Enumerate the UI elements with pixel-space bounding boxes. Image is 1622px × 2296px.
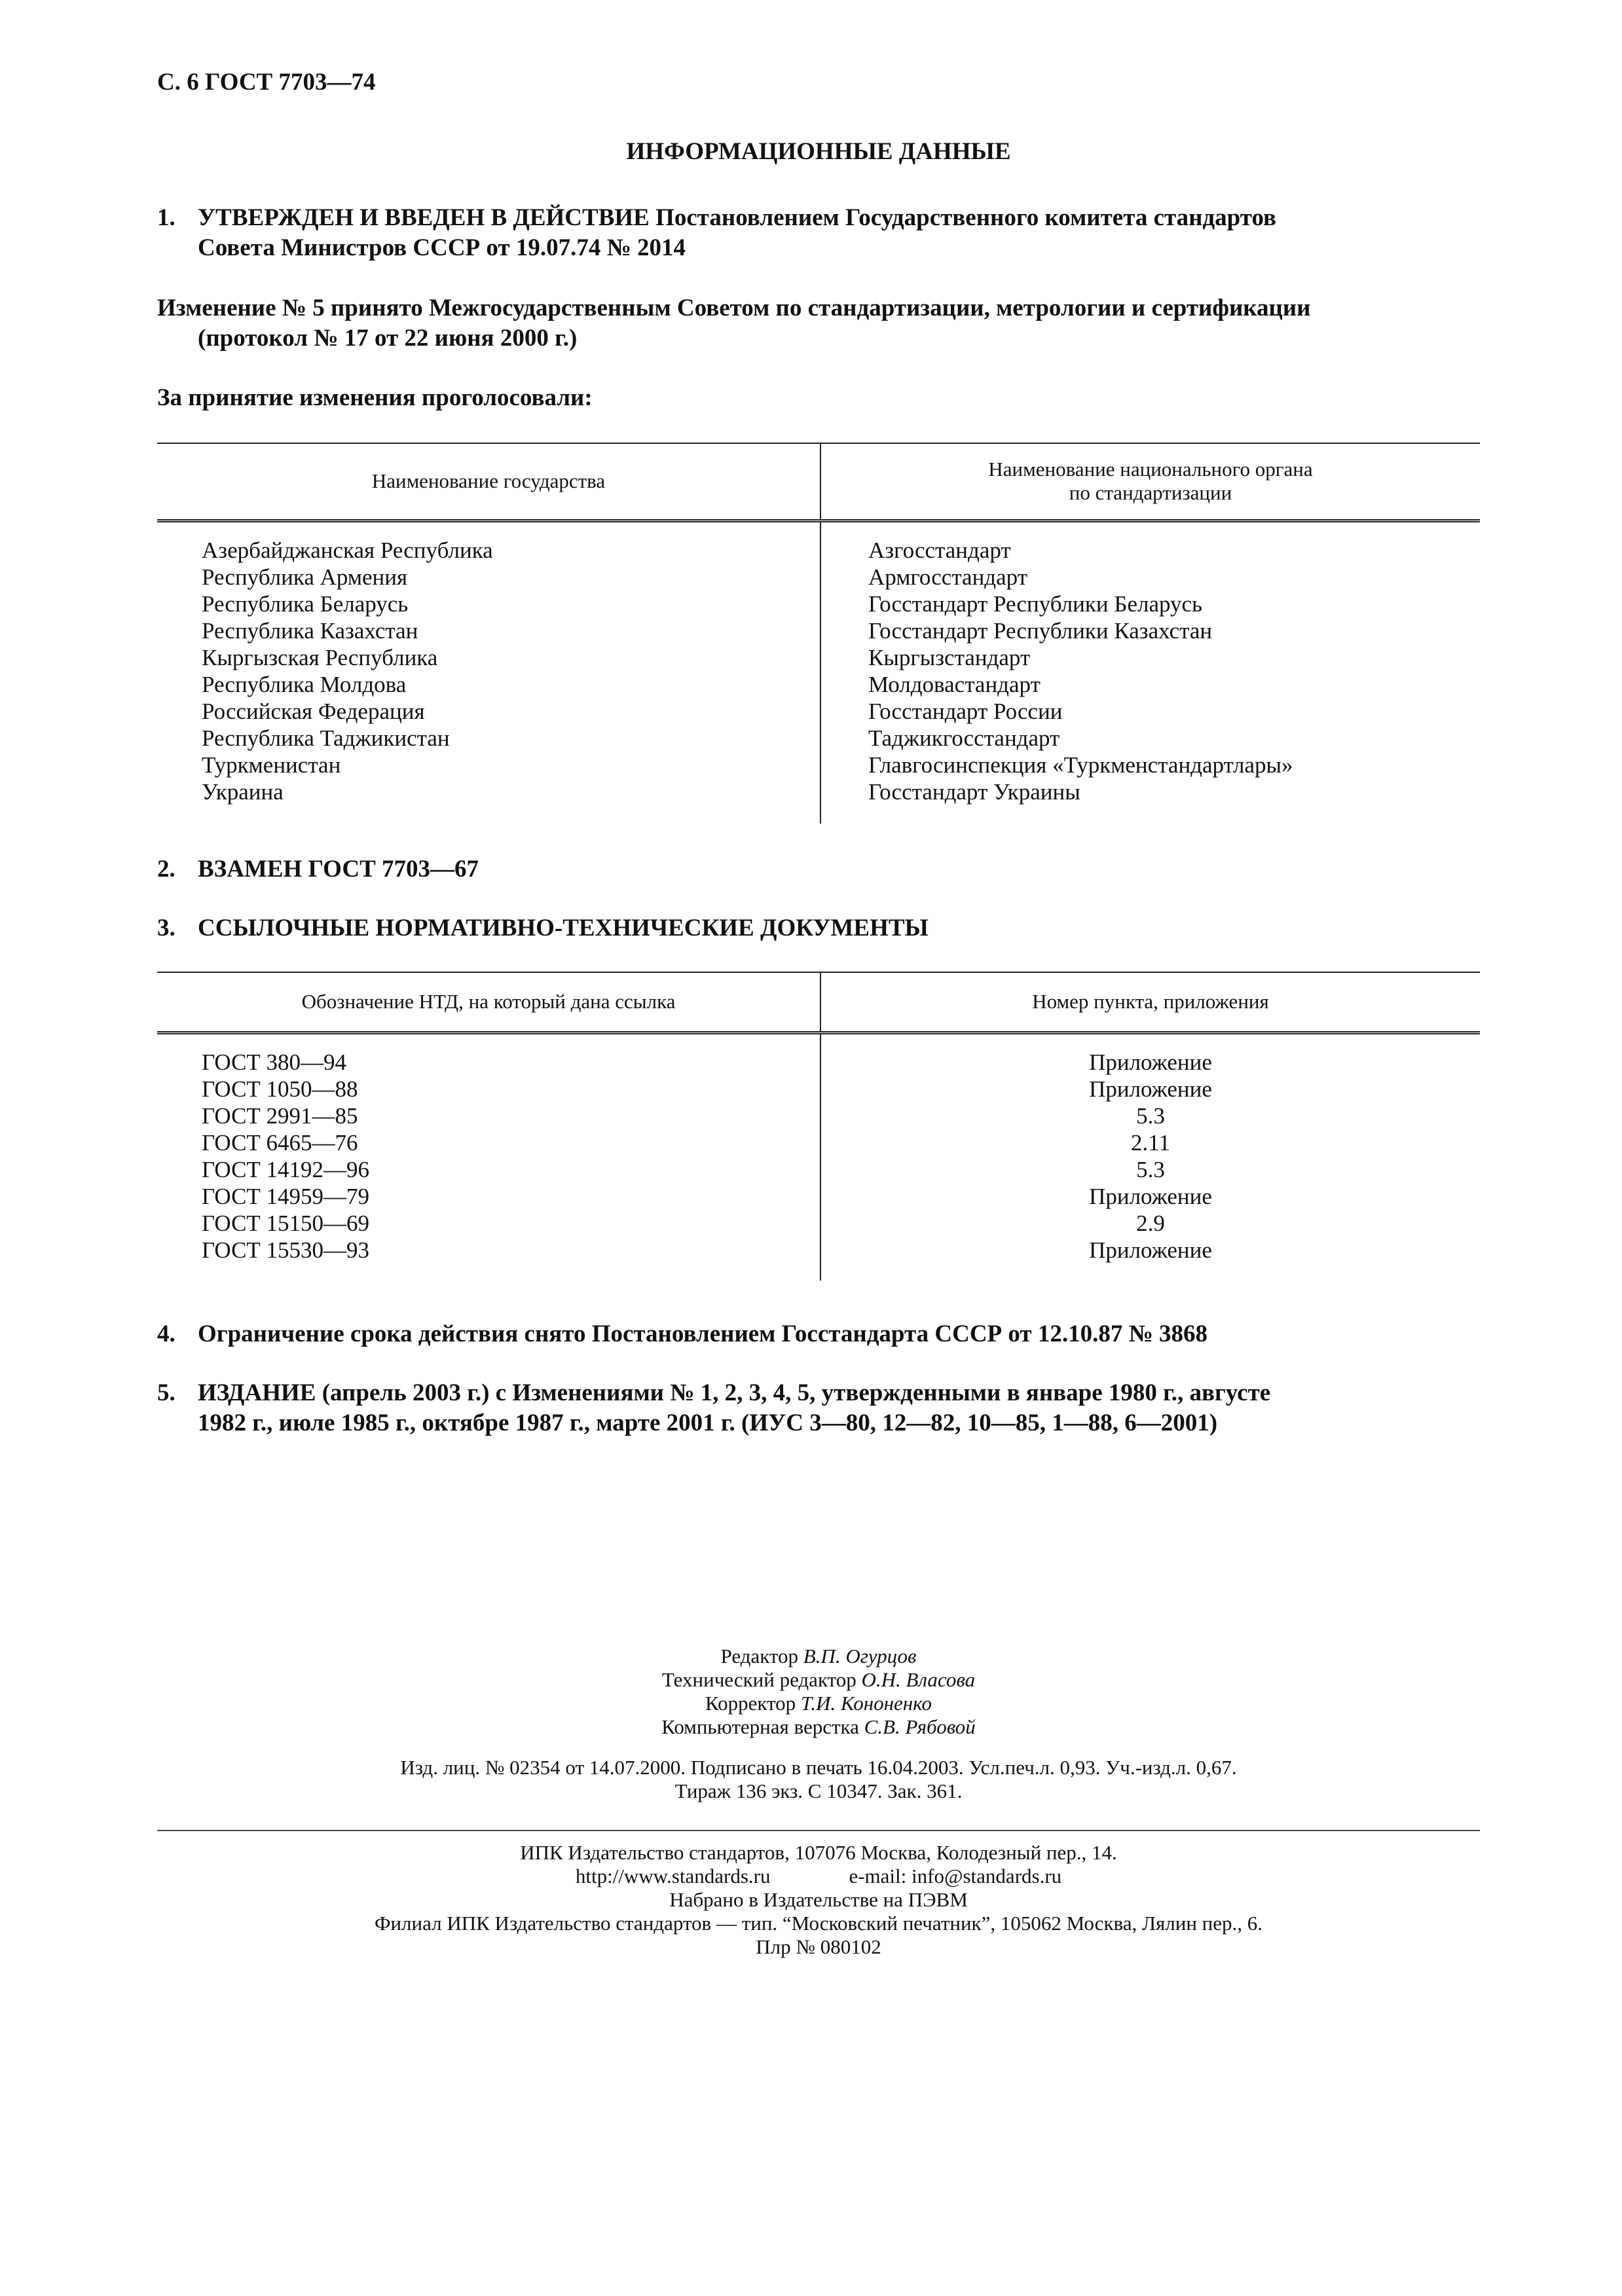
references-col-doc: Обозначение НТД, на который дана ссылка bbox=[157, 972, 820, 1032]
voting-table bbox=[157, 443, 1480, 824]
reference-doc: ГОСТ 6465—76 bbox=[202, 1129, 358, 1156]
reference-doc: ГОСТ 15150—69 bbox=[202, 1210, 370, 1236]
credit-layout bbox=[157, 1715, 1480, 1739]
states-cell bbox=[157, 520, 820, 824]
reference-doc: ГОСТ 2991—85 bbox=[202, 1102, 358, 1129]
reference-clause: 5.3 bbox=[1136, 1156, 1165, 1182]
print-run: Тираж 136 экз. С 10347. Зак. 361. bbox=[674, 1779, 963, 1802]
refs-list bbox=[821, 1049, 1480, 1264]
imprint-email[interactable]: e-mail: info@standards.ru bbox=[849, 1865, 1062, 1887]
section-3-text: ССЫЛОЧНЫЕ НОРМАТИВНО-ТЕХНИЧЕСКИЕ ДОКУМЕНТЫ bbox=[198, 915, 929, 941]
imprint-license: Плр № 080102 bbox=[756, 1935, 881, 1958]
standards-body-name: Молдовастандарт bbox=[868, 671, 1041, 697]
standards-body-name: Госстандарт Украины bbox=[868, 778, 1080, 805]
credit-corr-name: Т.И. Кононенко bbox=[800, 1692, 932, 1715]
reference-clause: Приложение bbox=[1089, 1049, 1212, 1075]
editorial-credits bbox=[157, 1645, 1480, 1803]
standards-body-name: Кыргызстандарт bbox=[868, 644, 1031, 670]
section-1-number: 1. bbox=[157, 204, 175, 231]
section-4-number: 4. bbox=[157, 1321, 175, 1347]
references-col-ref: Номер пункта, приложения bbox=[820, 972, 1480, 1032]
imprint-typeset: Набрано в Издательстве на ПЭВМ bbox=[669, 1888, 968, 1911]
credit-corr-label: Корректор bbox=[705, 1692, 796, 1715]
credit-tech-name: О.Н. Власова bbox=[861, 1668, 976, 1691]
section-1-line-2: Совета Министров СССР от 19.07.74 № 2014 bbox=[198, 234, 686, 261]
standards-body-name: Армгосстандарт bbox=[868, 564, 1027, 590]
voted-label: За принятие изменения проголосовали: bbox=[157, 384, 593, 411]
references-table bbox=[157, 972, 1480, 1281]
section-2-number: 2. bbox=[157, 856, 175, 883]
state-name: Республика Молдова bbox=[202, 671, 407, 697]
credit-editor-label: Редактор bbox=[720, 1645, 798, 1667]
state-name: Республика Беларусь bbox=[202, 591, 409, 617]
states-list bbox=[202, 537, 820, 805]
section-2-text: ВЗАМЕН ГОСТ 7703—67 bbox=[198, 856, 479, 883]
section-1-line-1: УТВЕРЖДЕН И ВВЕДЕН В ДЕЙСТВИЕ Постановлением Государственного комитета стандартов bbox=[198, 204, 1277, 231]
state-name: Республика Таджикистан bbox=[202, 725, 450, 751]
credit-layout-label: Компьютерная верстка bbox=[661, 1715, 859, 1738]
state-name: Республика Казахстан bbox=[202, 617, 418, 644]
amendment-note bbox=[157, 293, 1480, 354]
reference-clause: 2.9 bbox=[1136, 1210, 1165, 1236]
section-2 bbox=[157, 854, 1480, 884]
bodies-cell bbox=[820, 520, 1480, 824]
section-3 bbox=[157, 913, 1480, 943]
section-4-text: Ограничение срока действия снято Постановлением Госстандарта СССР от 12.10.87 № 3868 bbox=[198, 1321, 1208, 1347]
docs-cell bbox=[157, 1032, 820, 1281]
section-5 bbox=[157, 1378, 1480, 1438]
voting-col-state: Наименование государства bbox=[157, 443, 820, 520]
standards-body-name: Госстандарт Республики Казахстан bbox=[868, 617, 1213, 644]
voting-col-body bbox=[820, 443, 1480, 520]
section-5-number: 5. bbox=[157, 1379, 175, 1406]
state-name: Туркменистан bbox=[202, 752, 341, 778]
section-4 bbox=[157, 1319, 1480, 1349]
imprint-address: ИПК Издательство стандартов, 107076 Москва, Колодезный пер., 14. bbox=[520, 1841, 1117, 1864]
imprint-branch: Филиал ИПК Издательство стандартов — тип. “Московский печатник”, 105062 Москва, Лялин пер., 6. bbox=[374, 1912, 1263, 1935]
reference-clause: 2.11 bbox=[1131, 1129, 1170, 1156]
credit-tech-editor bbox=[157, 1668, 1480, 1692]
section-5-line-2: 1982 г., июле 1985 г., октябре 1987 г., марте 2001 г. (ИУС 3—80, 12—82, 10—85, 1—88, 6—2001) bbox=[198, 1410, 1218, 1436]
publication-info: Изд. лиц. № 02354 от 14.07.2000. Подписано в печать 16.04.2003. Усл.печ.л. 0,93. Уч.-изд.л. 0,67. bbox=[400, 1756, 1237, 1779]
reference-doc: ГОСТ 14192—96 bbox=[202, 1156, 370, 1182]
docs-list bbox=[202, 1049, 820, 1264]
standards-body-name: Таджикгосстандарт bbox=[868, 725, 1060, 751]
reference-clause: 5.3 bbox=[1136, 1102, 1165, 1129]
refs-cell bbox=[820, 1032, 1480, 1281]
credit-tech-label: Технический редактор bbox=[661, 1668, 857, 1691]
imprint-url[interactable]: http://www.standards.ru bbox=[575, 1865, 771, 1887]
imprint-divider bbox=[157, 1830, 1480, 1831]
reference-doc: ГОСТ 15530—93 bbox=[202, 1237, 370, 1263]
reference-clause: Приложение bbox=[1089, 1183, 1212, 1209]
section-3-number: 3. bbox=[157, 915, 175, 941]
state-name: Азербайджанская Республика bbox=[202, 537, 493, 563]
amendment-line-2: (протокол № 17 от 22 июня 2000 г.) bbox=[198, 325, 578, 352]
state-name: Украина bbox=[202, 778, 284, 805]
publisher-imprint bbox=[157, 1841, 1480, 1959]
section-1 bbox=[157, 203, 1480, 263]
credit-layout-name: С.В. Рябовой bbox=[864, 1715, 976, 1738]
reference-doc: ГОСТ 1050—88 bbox=[202, 1076, 358, 1102]
reference-clause: Приложение bbox=[1089, 1076, 1212, 1102]
credit-corrector bbox=[157, 1692, 1480, 1715]
imprint-contacts bbox=[157, 1865, 1480, 1888]
credit-editor-name: В.П. Огурцов bbox=[803, 1645, 917, 1667]
state-name: Кыргызская Республика bbox=[202, 644, 438, 670]
bodies-list bbox=[868, 537, 1480, 805]
standards-body-name: Госстандарт Республики Беларусь bbox=[868, 591, 1203, 617]
voting-col-body-line-1: Наименование национального органа bbox=[988, 458, 1313, 481]
reference-doc: ГОСТ 380—94 bbox=[202, 1049, 347, 1075]
credit-editor bbox=[157, 1645, 1480, 1668]
state-name: Республика Армения bbox=[202, 564, 408, 590]
page-title: ИНФОРМАЦИОННЫЕ ДАННЫЕ bbox=[626, 138, 1011, 165]
state-name: Российская Федерация bbox=[202, 698, 425, 724]
section-5-line-1: ИЗДАНИЕ (апрель 2003 г.) с Изменениями № 1, 2, 3, 4, 5, утвержденными в январе 1980 г., августе bbox=[198, 1379, 1271, 1406]
reference-doc: ГОСТ 14959—79 bbox=[202, 1183, 370, 1209]
reference-clause: Приложение bbox=[1089, 1237, 1212, 1263]
standards-body-name: Главгосинспекция «Туркменстандартлары» bbox=[868, 752, 1293, 778]
standards-body-name: Госстандарт России bbox=[868, 698, 1063, 724]
page-header: С. 6 ГОСТ 7703—74 bbox=[157, 69, 376, 96]
amendment-line-1: Изменение № 5 принято Межгосударственным Советом по стандартизации, метрологии и сертификации bbox=[157, 295, 1311, 321]
standards-body-name: Азгосстандарт bbox=[868, 537, 1011, 563]
voting-col-body-line-2: по стандартизации bbox=[1069, 481, 1232, 505]
